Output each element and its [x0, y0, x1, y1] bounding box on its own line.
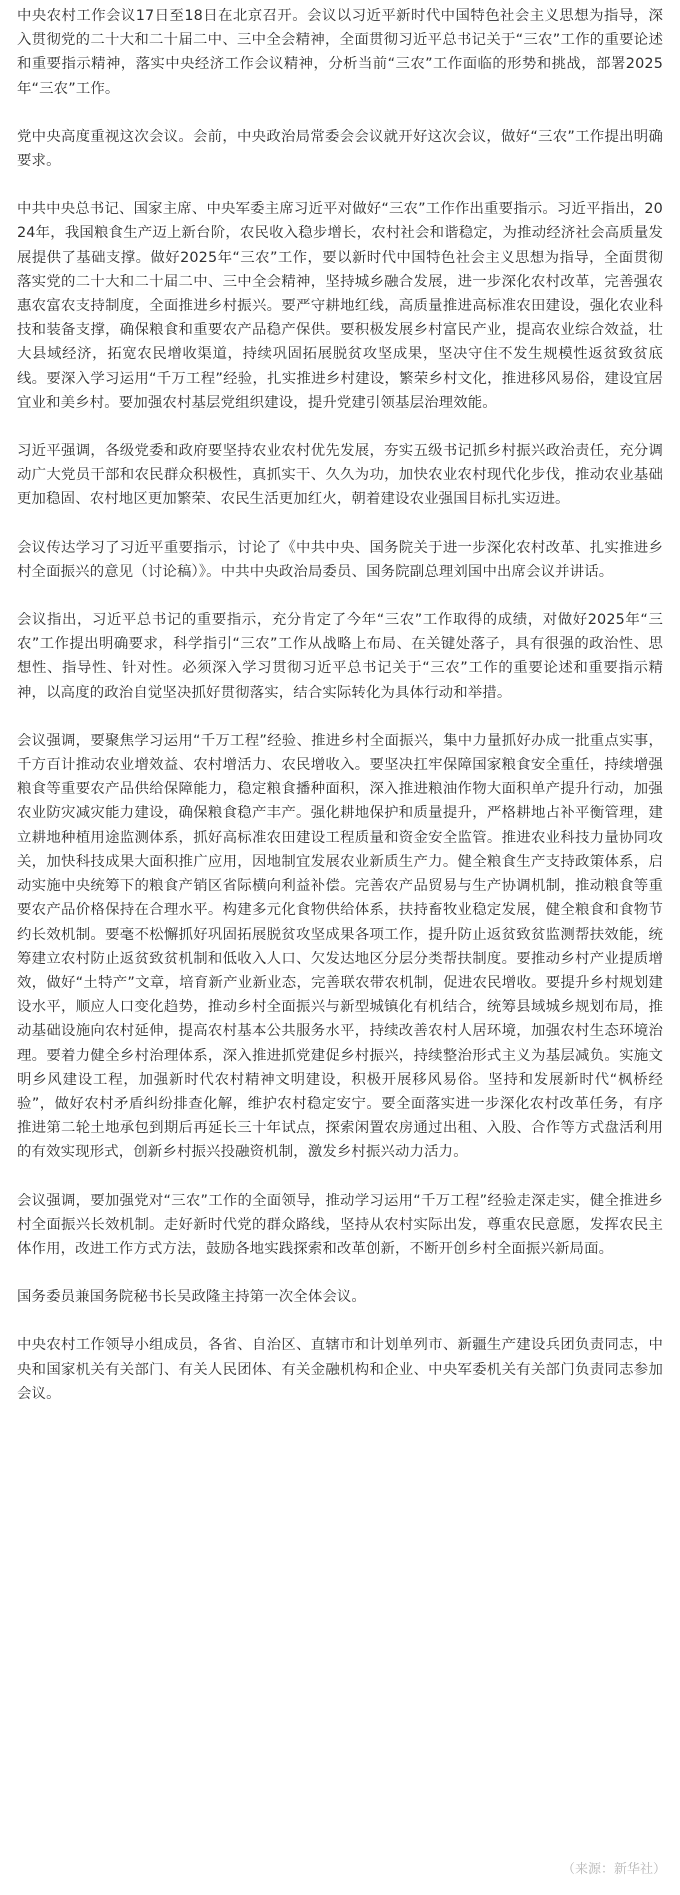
paragraph-6: 会议指出，习近平总书记的重要指示，充分肯定了今年“三农”工作取得的成绩，对做好2025年“三农”工作提出明确要求，科学指引“三农”工作从战略上布局、在关键处落子，具有很强的政治性、思想性、指导性、针对性。必须深入学习贯彻习近平总书记关于“三农”工作的重要论述和重要指示精神，以高度的政治自觉坚决抓好贯彻落实，结合实际转化为具体行动和举措。 [17, 612, 663, 701]
source-attribution: （来源：新华社） [561, 1862, 666, 1877]
paragraph-5: 会议传达学习了习近平重要指示，讨论了《中共中央、国务院关于进一步深化农村改革、扎实推进乡村全面振兴的意见（讨论稿）》。中共中央政治局委员、国务院副总理刘国中出席会议并讲话。 [17, 539, 663, 580]
paragraph-8: 会议强调，要加强党对“三农”工作的全面领导，推动学习运用“千万工程”经验走深走实，健全推进乡村全面振兴长效机制。走好新时代党的群众路线，坚持从农村实际出发，尊重农民意愿，发挥农民主体作用，改进工作方式方法，鼓励各地实践探索和改革创新，不断开创乡村全面振兴新局面。 [17, 1192, 663, 1257]
paragraph-10: 中央农村工作领导小组成员，各省、自治区、直辖市和计划单列市、新疆生产建设兵团负责同志，中央和国家机关有关部门、有关人民团体、有关金融机构和企业、中央军委机关有关部门负责同志参加会议。 [17, 1337, 663, 1402]
paragraph-1: 中央农村工作会议17日至18日在北京召开。会议以习近平新时代中国特色社会主义思想为指导，深入贯彻党的二十大和二十届二中、三中全会精神，全面贯彻习近平总书记关于“三农”工作的重要论述和重要指示精神，落实中央经济工作会议精神，分析当前“三农”工作面临的形势和挑战，部署2025年“三农”工作。 [17, 8, 663, 97]
paragraph-2: 党中央高度重视这次会议。会前，中央政治局常委会会议就开好这次会议，做好“三农”工作提出明确要求。 [17, 128, 663, 170]
paragraph-3: 中共中央总书记、国家主席、中央军委主席习近平对做好“三农”工作作出重要指示。习近平指出，2024年，我国粮食生产迈上新台阶，农民收入稳步增长，农村社会和谐稳定，为推动经济社会高质量发展提供了基础支撑。做好2025年“三农”工作，要以新时代中国特色社会主义思想为指导，全面贯彻落实党的二十大和二十届二中、三中全会精神，坚持城乡融合发展，进一步深化农村改革，完善强农惠农富农支持制度，全面推进乡村振兴。要严守耕地红线，高质量推进高标准农田建设，强化农业科技和装备支撑，确保粮食和重要农产品稳产保供。要积极发展乡村富民产业，提高农业综合效益，壮大县域经济，拓宽农民增收渠道，持续巩固拓展脱贫攻坚成果，坚决守住不发生规模性返贫致贫底线。要深入学习运用“千万工程”经验，扎实推进乡村建设，繁荣乡村文化，推进移风易俗，建设宜居宜业和美乡村。要加强农村基层党组织建设，提升党建引领基层治理效能。 [17, 201, 663, 411]
paragraph-4: 习近平强调，各级党委和政府要坚持农业农村优先发展，夯实五级书记抓乡村振兴政治责任，充分调动广大党员干部和农民群众积极性，真抓实干、久久为功，加快农业农村现代化步伐，推动农业基础更加稳固、农村地区更加繁荣、农民生活更加红火，朝着建设农业强国目标扎实迈进。 [17, 443, 663, 508]
paragraph-7: 会议强调，要聚焦学习运用“千万工程”经验、推进乡村全面振兴，集中力量抓好办成一批重点实事，千方百计推动农业增效益、农村增活力、农民增收入。要坚决扛牢保障国家粮食安全重任，持续增强粮食等重要农产品供给保障能力，稳定粮食播种面积，深入推进粮油作物大面积单产提升行动，加强农业防灾减灾能力建设，确保粮食稳产丰产。强化耕地保护和质量提升，严格耕地占补平衡管理，建立耕地种植用途监测体系，抓好高标准农田建设工程质量和资金安全监管。推进农业科技力量协同攻关，加快科技成果大面积推广应用，因地制宜发展农业新质生产力。健全粮食生产支持政策体系，启动实施中央统筹下的粮食产销区省际横向利益补偿。完善农产品贸易与生产协调机制，推动粮食等重要农产品价格保持在合理水平。构建多元化食物供给体系，扶持畜牧业稳定发展，健全粮食和食物节约长效机制。要毫不松懈抓好巩固拓展脱贫攻坚成果各项工作，提升防止返贫致贫监测帮扶效能，统筹建立农村防止返贫致贫机制和低收入人口、欠发达地区分层分类帮扶制度。要推动乡村产业提质增效，做好“土特产”文章，培育新产业新业态，完善联农带农机制，促进农民增收。要提升乡村规划建设水平，顺应人口变化趋势，推动乡村全面振兴与新型城镇化有机结合，统筹县域城乡规划布局，推动基础设施向农村延伸，提高农村基本公共服务水平，持续改善农村人居环境，加强农村生态环境治理。要着力健全乡村治理体系，深入推进抓党建促乡村振兴，持续整治形式主义为基层减负。实施文明乡风建设工程，加强新时代农村精神文明建设，积极开展移风易俗。坚持和发展新时代“枫桥经验”，做好农村矛盾纠纷排查化解，维护农村稳定安宁。要全面落实进一步深化农村改革任务，有序推进第二轮土地承包到期后再延长三十年试点，探索闲置农房通过出租、入股、合作等方式盘活利用的有效实现形式，创新乡村振兴投融资机制，激发乡村振兴动力活力。 [17, 732, 663, 1161]
paragraph-9: 国务委员兼国务院秘书长吴政隆主持第一次全体会议。 [17, 1289, 366, 1306]
